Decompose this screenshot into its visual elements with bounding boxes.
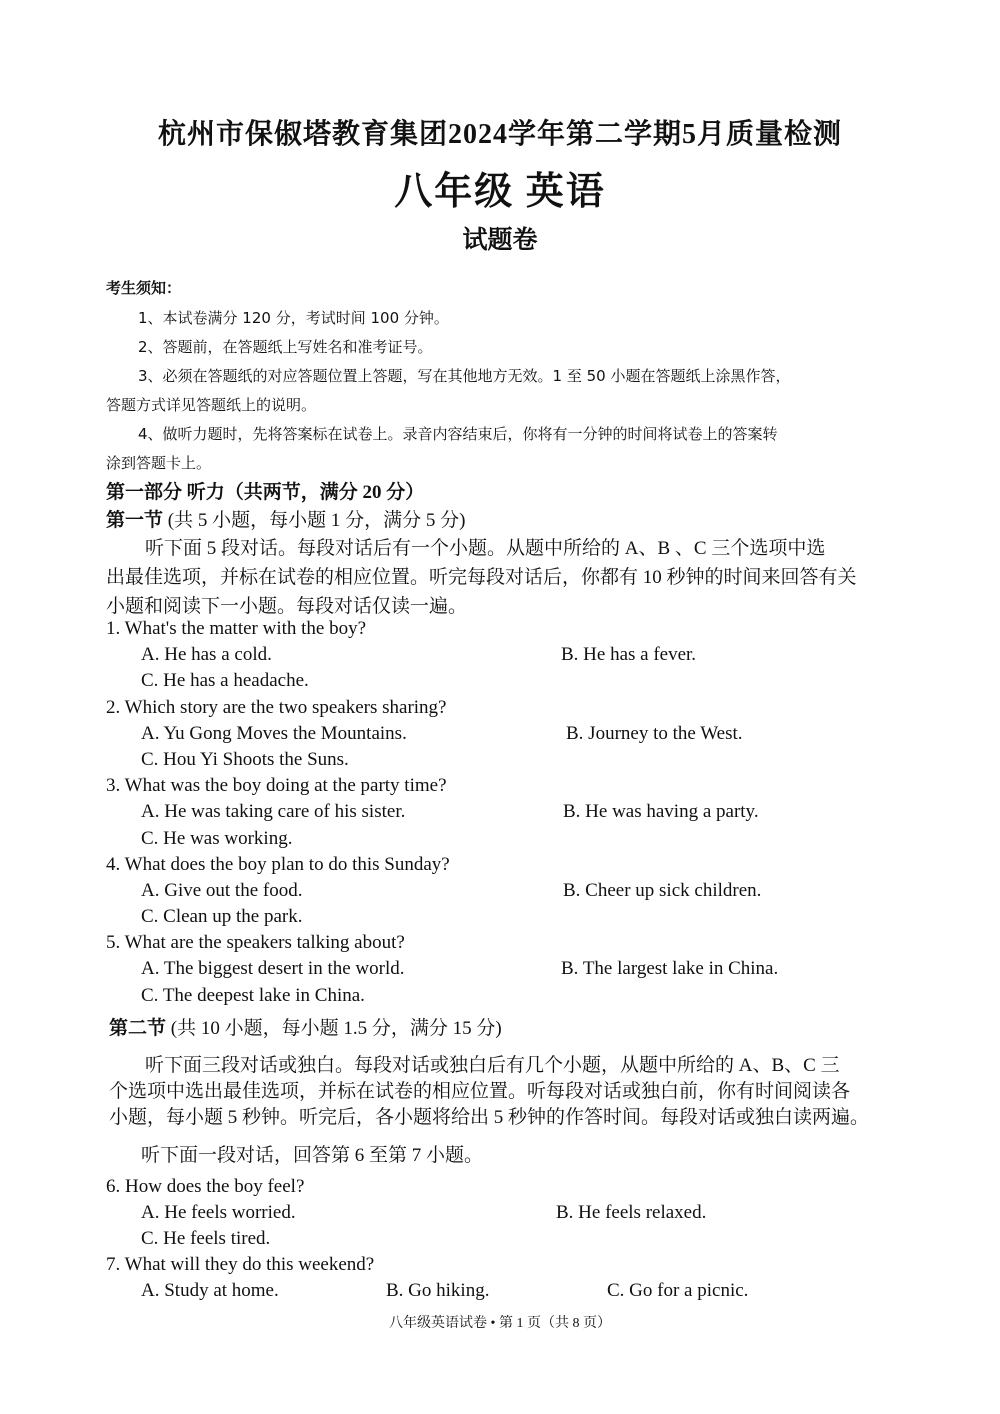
option-a: A. Yu Gong Moves the Mountains.: [141, 723, 407, 744]
exam-title: 杭州市保俶塔教育集团2024学年第二学期5月质量检测: [157, 119, 842, 150]
option-b: B. The largest lake in China.: [561, 958, 779, 979]
option-b: B. He feels relaxed.: [556, 1202, 707, 1223]
option-a: A. He has a cold.: [141, 644, 272, 665]
option-b: B. Journey to the West.: [566, 723, 743, 744]
option-c: C. The deepest lake in China.: [141, 985, 365, 1006]
option-a: A. He was taking care of his sister.: [141, 801, 406, 822]
notice-line: 3、必须在答题纸的对应答题位置上答题，写在其他地方无效。1 至 50 小题在答题纸上涂黑作答，: [138, 367, 791, 385]
section-one-instruction: 听下面 5 段对话。每段对话后有一个小题。从题中所给的 A、B 、C 三个选项中选: [145, 538, 826, 559]
question-stem: 7. What will they do this weekend?: [106, 1254, 375, 1275]
option-c: C. He was working.: [141, 828, 293, 849]
section-one-instruction: 小题和阅读下一小题。每段对话仅读一遍。: [106, 596, 468, 617]
option-c: C. Clean up the park.: [141, 906, 303, 927]
dialogue-instruction: 听下面一段对话，回答第 6 至第 7 小题。: [141, 1145, 484, 1166]
option-c: C. Hou Yi Shoots the Suns.: [141, 749, 349, 770]
notice-title: 考生须知：: [106, 279, 182, 297]
option-b: B. Go hiking.: [386, 1280, 490, 1301]
section-two-label: 第二节: [109, 1018, 167, 1039]
section-two-instruction: 听下面三段对话或独白。每段对话或独白后有几个小题，从题中所给的 A、B、C 三: [145, 1055, 840, 1076]
question-stem: 1. What's the matter with the boy?: [106, 618, 367, 639]
part-one-title: 第一部分 听力（共两节，满分 20 分）: [106, 482, 425, 503]
question-stem: 2. Which story are the two speakers sharing?: [106, 697, 447, 718]
notice-line: 4、做听力题时，先将答案标在试卷上。录音内容结束后，你将有一分钟的时间将试卷上的答案转: [138, 425, 778, 443]
section-one-info: (共 5 小题，每小题 1 分，满分 5 分): [167, 510, 466, 531]
question-stem: 5. What are the speakers talking about?: [106, 932, 405, 953]
option-a: A. The biggest desert in the world.: [141, 958, 405, 979]
option-a: A. He feels worried.: [141, 1202, 296, 1223]
option-b: B. Cheer up sick children.: [563, 880, 762, 901]
section-two-instruction: 个选项中选出最佳选项，并标在试卷的相应位置。听每段对话或独白前，你有时间阅读各: [109, 1081, 851, 1102]
exam-subject: 八年级 英语: [394, 171, 606, 213]
option-a: A. Study at home.: [141, 1280, 279, 1301]
option-b: B. He has a fever.: [561, 644, 697, 665]
exam-paper-label: 试题卷: [462, 227, 538, 254]
notice-line: 2、答题前，在答题纸上写姓名和准考证号。: [138, 338, 433, 356]
notice-line: 涂到答题卡上。: [106, 454, 212, 472]
option-c: C. Go for a picnic.: [607, 1280, 749, 1301]
option-a: A. Give out the food.: [141, 880, 303, 901]
section-one-label: 第一节: [106, 510, 164, 531]
notice-line: 1、本试卷满分 120 分，考试时间 100 分钟。: [138, 309, 449, 327]
section-two-instruction: 小题，每小题 5 秒钟。听完后，各小题将给出 5 秒钟的作答时间。每段对话或独白读两遍。: [109, 1107, 870, 1128]
page-footer: 八年级英语试卷 • 第 1 页（共 8 页）: [389, 1316, 611, 1331]
option-c: C. He has a headache.: [141, 670, 309, 691]
question-stem: 3. What was the boy doing at the party time?: [106, 775, 447, 796]
section-one-instruction: 出最佳选项，并标在试卷的相应位置。听完每段对话后，你都有 10 秒钟的时间来回答有关: [106, 567, 857, 588]
option-c: C. He feels tired.: [141, 1228, 271, 1249]
question-stem: 6. How does the boy feel?: [106, 1176, 305, 1197]
notice-line: 答题方式详见答题纸上的说明。: [106, 396, 317, 414]
option-b: B. He was having a party.: [563, 801, 759, 822]
question-stem: 4. What does the boy plan to do this Sunday?: [106, 854, 450, 875]
section-two-heading: [109, 1013, 502, 1040]
section-two-info: (共 10 小题，每小题 1.5 分，满分 15 分): [170, 1018, 502, 1039]
section-one-heading: [106, 505, 465, 532]
